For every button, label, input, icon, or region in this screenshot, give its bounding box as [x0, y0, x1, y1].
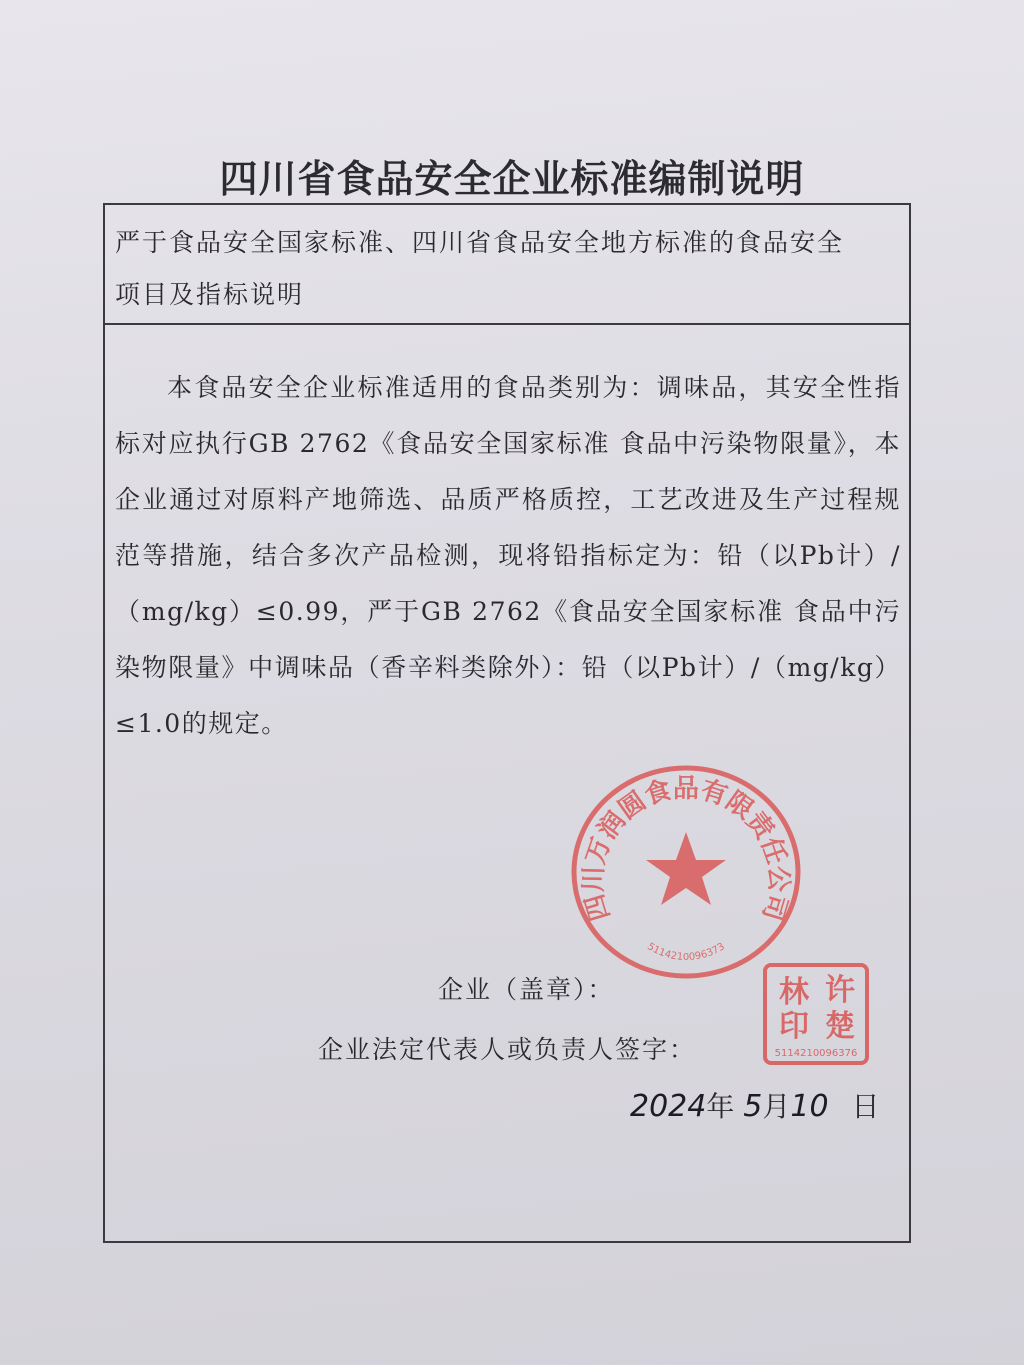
signature-date	[630, 1085, 880, 1125]
date-month: 5	[743, 1089, 763, 1124]
section-header-line-2: 项目及指标说明	[115, 280, 305, 309]
date-day: 10	[790, 1089, 829, 1124]
date-year-unit: 年	[706, 1090, 735, 1123]
enterprise-seal-label: 企业（盖章）：	[438, 975, 615, 1004]
body-paragraph: 本食品安全企业标准适用的食品类别为：调味品，其安全性指标对应执行GB 2762《食品安全国家标准 食品中污染物限量》，本企业通过对原料产地筛选、品质严格质控，工艺改进及生产过程规范等措施，结合多次产品检测，现将铅指标定为：铅（以Pb计）/（mg/kg）≤0.99，严于GB 2762《食品安全国家标准 食品中污染物限量》中调味品（香辛料类除外）：铅（以Pb计）/（mg/kg）≤1.0的规定。	[115, 373, 901, 738]
personal-seal	[762, 962, 870, 1066]
date-day-unit: 日	[851, 1090, 880, 1123]
svg-text:林: 林	[779, 975, 809, 1010]
svg-text:许: 许	[825, 973, 855, 1008]
company-seal	[568, 762, 804, 982]
svg-text:楚: 楚	[825, 1009, 855, 1044]
svg-text:印: 印	[779, 1009, 809, 1044]
date-year: 2024	[630, 1089, 707, 1124]
date-month-unit: 月	[762, 1090, 791, 1123]
seal-company-name: 四川万润圆食品有限责任公司	[578, 773, 794, 925]
section-header	[105, 205, 909, 325]
svg-text:5114210096376: 5114210096376	[774, 1048, 858, 1059]
section-header-line-1: 严于食品安全国家标准、四川省食品安全地方标准的食品安全	[115, 228, 845, 257]
body-paragraph-block	[115, 360, 901, 752]
representative-signature-label: 企业法定代表人或负责人签字：	[318, 1035, 697, 1064]
seal-code: 5114210096373	[645, 941, 727, 963]
document-title: 四川省食品安全企业标准编制说明	[219, 157, 805, 201]
star-icon	[646, 832, 726, 905]
